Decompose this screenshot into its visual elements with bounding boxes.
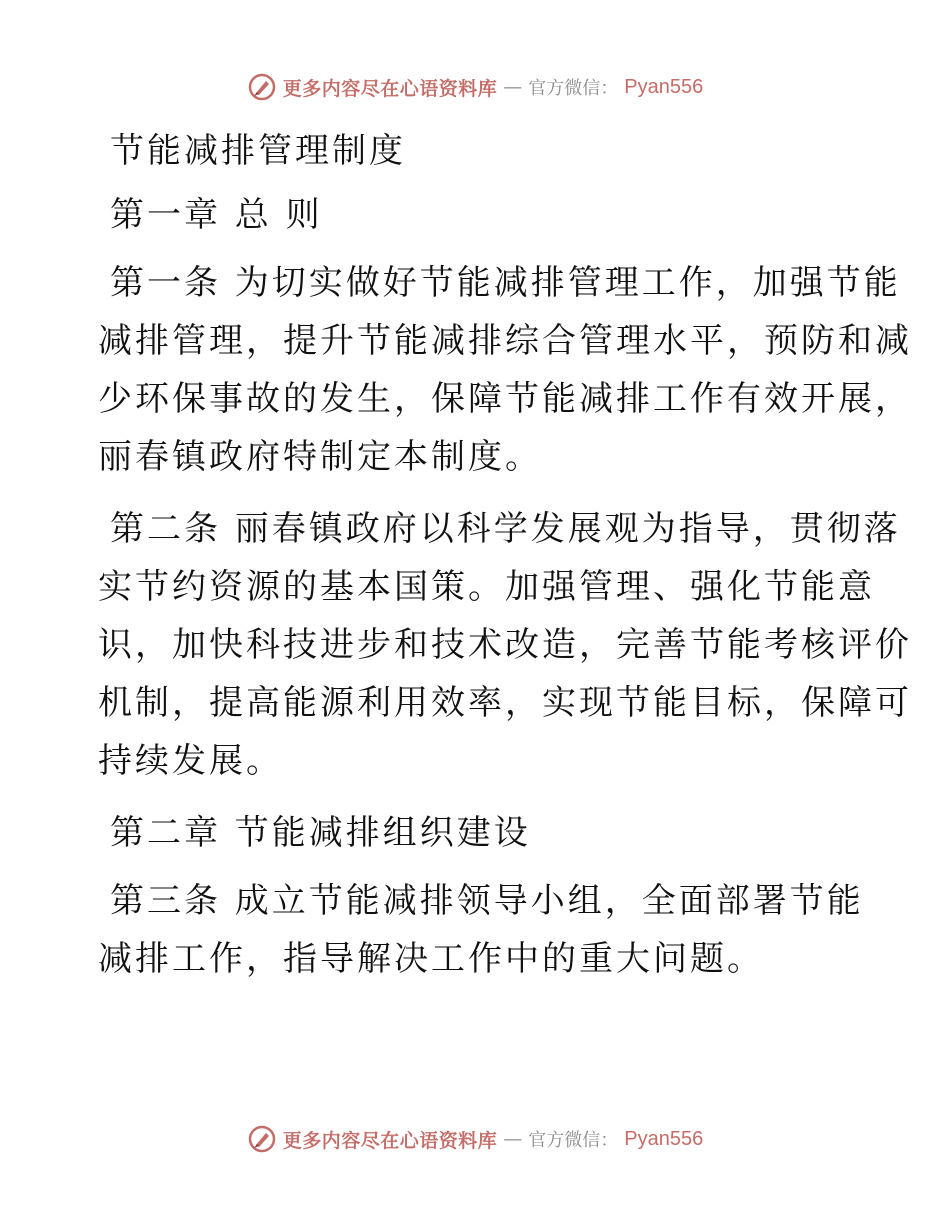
paragraph-line: 减排工作，指导解决工作中的重大问题。	[98, 939, 764, 979]
paragraph-line: 第二条 丽春镇政府以科学发展观为指导，贯彻落	[110, 509, 901, 549]
pen-nib-icon	[247, 1124, 277, 1154]
paragraph-line: 减排管理，提升节能减排综合管理水平，预防和减	[98, 321, 912, 361]
article-3	[98, 872, 864, 988]
pen-nib-icon	[247, 72, 277, 102]
chapter-heading-1: 第一章 总 则	[110, 195, 323, 235]
header-watermark	[0, 72, 950, 102]
paragraph-line: 识，加快科技进步和技术改造，完善节能考核评价	[98, 625, 912, 665]
watermark-separator: —	[503, 1128, 523, 1150]
paragraph-line: 少环保事故的发生，保障节能减排工作有效开展，	[98, 379, 912, 419]
article-1	[98, 254, 912, 486]
paragraph-line: 第三条 成立节能减排领导小组，全面部署节能	[110, 881, 864, 921]
watermark-label: 官方微信：	[528, 1130, 619, 1151]
paragraph-line: 丽春镇政府特制定本制度。	[98, 437, 542, 477]
watermark-text: 更多内容尽在心语资料库	[282, 1129, 498, 1152]
watermark-label: 官方微信：	[528, 78, 619, 99]
article-2	[98, 500, 912, 790]
paragraph-line: 机制，提高能源利用效率，实现节能目标，保障可	[98, 683, 912, 723]
watermark-wechat-id: Pyan556	[624, 75, 704, 98]
footer-watermark	[0, 1124, 950, 1154]
watermark-wechat-id: Pyan556	[624, 1127, 704, 1150]
paragraph-line: 第一条 为切实做好节能减排管理工作，加强节能	[110, 263, 901, 303]
document-body	[98, 122, 912, 1002]
paragraph-line: 实节约资源的基本国策。加强管理、强化节能意	[98, 567, 875, 607]
document-title: 节能减排管理制度	[110, 131, 406, 171]
chapter-heading-2: 第二章 节能减排组织建设	[110, 813, 531, 853]
paragraph-line: 持续发展。	[98, 741, 283, 781]
watermark-text: 更多内容尽在心语资料库	[282, 77, 498, 100]
watermark-separator: —	[503, 76, 523, 98]
